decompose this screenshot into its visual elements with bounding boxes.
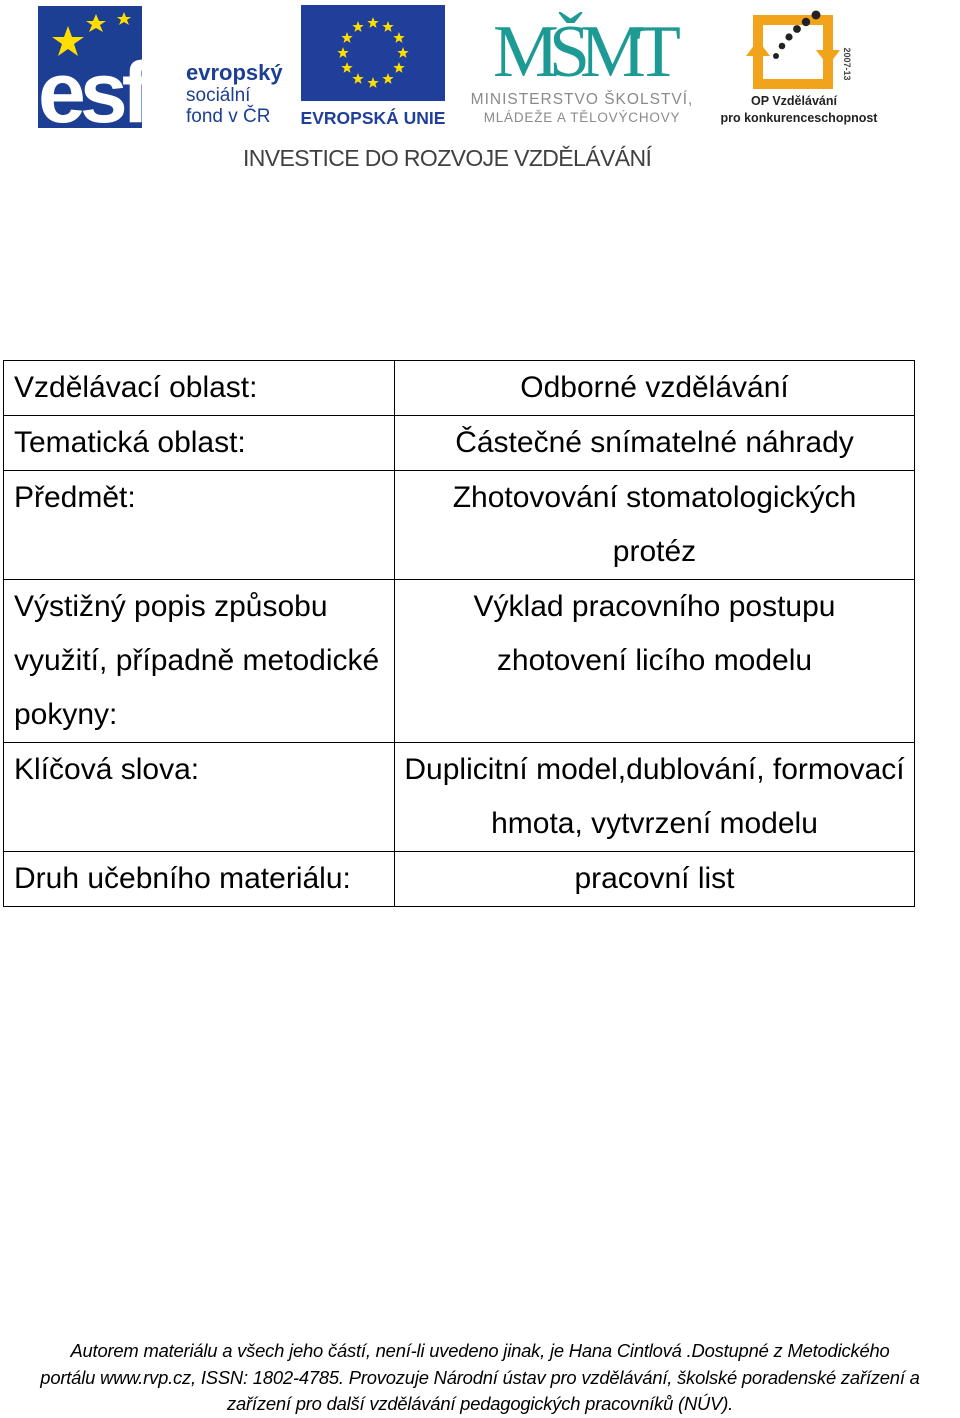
esf-mark: esf <box>38 45 145 128</box>
tagline: INVESTICE DO ROZVOJE VZDĚLÁVÁNÍ <box>243 145 652 171</box>
row-value: pracovní list <box>395 852 915 907</box>
footer-attribution <box>0 1338 960 1418</box>
footer-line: zařízení pro další vzdělávání pedagogických pracovníků (NÚV). <box>226 1393 734 1414</box>
row-value: Výklad pracovního postupu zhotovení licího modelu <box>395 580 915 743</box>
op-years: 2007-13 <box>842 47 852 81</box>
logo-header <box>0 0 960 180</box>
footer-line: Autorem materiálu a všech jeho částí, není-li uvedeno jinak, je Hana Cintlová .Dostupné z Metodického <box>70 1340 890 1361</box>
esf-text-line3: fond v ČR <box>186 106 271 127</box>
table-row <box>4 416 915 471</box>
table-row <box>4 471 915 580</box>
table-row <box>4 743 915 852</box>
table-row <box>4 580 915 743</box>
row-value: Odborné vzdělávání <box>395 361 915 416</box>
esf-text-line1: evropský <box>186 60 283 85</box>
row-label: Tematická oblast: <box>4 416 395 471</box>
msmt-text-line1: MINISTERSTVO ŠKOLSTVÍ, <box>470 91 694 108</box>
row-label: Klíčová slova: <box>4 743 395 852</box>
row-value: Duplicitní model,dublování, formovací hmota, vytvrzení modelu <box>395 743 915 852</box>
op-text-line2: pro konkurenceschopnost <box>720 111 878 125</box>
msmt-mark: MŠMT <box>493 11 671 93</box>
op-text-line1: OP Vzdělávání <box>751 94 837 108</box>
msmt-logo <box>456 4 708 126</box>
eu-logo <box>298 5 448 127</box>
table-row <box>4 361 915 416</box>
msmt-text-line2: MLÁDEŽE A TĚLOVÝCHOVY <box>483 110 681 125</box>
row-label: Výstižný popis způsobu využití, případně metodické pokyny: <box>4 580 395 743</box>
footer-line: portálu www.rvp.cz, ISSN: 1802-4785. Provozuje Národní ústav pro vzdělávání, školské poradenské zařízení a <box>40 1366 920 1388</box>
row-value: Zhotovování stomatologických protéz <box>395 471 915 580</box>
op-logo <box>716 4 882 126</box>
row-label: Druh učebního materiálu: <box>4 852 395 907</box>
metadata-table <box>3 360 915 907</box>
table-row <box>4 852 915 907</box>
row-value: Částečné snímatelné náhrady <box>395 416 915 471</box>
esf-text-line2: sociální <box>186 85 251 106</box>
esf-logo <box>38 6 290 128</box>
arrow-down-icon <box>816 50 840 66</box>
row-label: Předmět: <box>4 471 395 580</box>
row-label: Vzdělávací oblast: <box>4 361 395 416</box>
eu-caption: EVROPSKÁ UNIE <box>300 108 446 127</box>
arrow-up-icon <box>746 40 770 56</box>
